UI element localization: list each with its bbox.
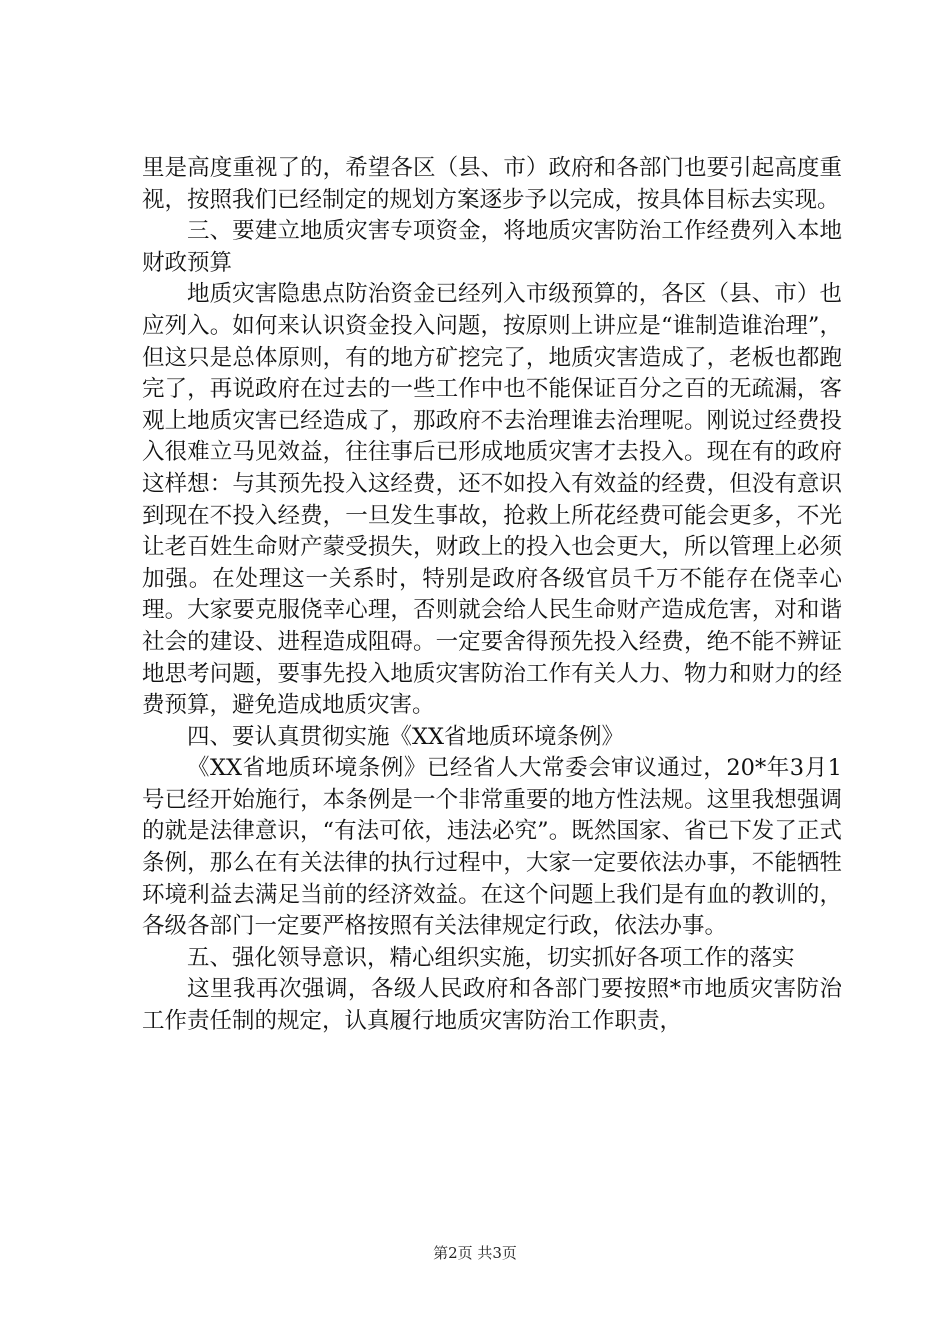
paragraph-regulation: 《XX省地质环境条例》已经省人大常委会审议通过，20*年3月1号已经开始施行，本条例是一个非常重要的地方性法规。这里我想强调的就是法律意识，“有法可依，违法必究”。既然国家、省已下发了正式条例，那么在有关法律的执行过程中，大家一定要依法办事，不能牺牲环境利益去满足当前的经济效益。在这个问题上我们是有血的教训的，各级各部门一定要严格按照有关法律规定行政，依法办事。 <box>142 755 842 940</box>
document-body <box>142 153 842 1038</box>
paragraph-funding: 地质灾害隐患点防治资金已经列入市级预算的，各区（县、市）也应列入。如何来认识资金投入问题，按原则上讲应是“谁制造谁治理”，但这只是总体原则，有的地方矿挖完了，地质灾害造成了，老板也都跑完了，再说政府在过去的一些工作中也不能保证百分之百的无疏漏，客观上地质灾害已经造成了，那政府不去治理谁去治理呢。刚说过经费投入很难立马见效益，往往事后已形成地质灾害才去投入。现在有的政府这样想：与其预先投入这经费，还不如投入有效益的经费，但没有意识到现在不投入经费，一旦发生事故，抢救上所花经费可能会更多，不光让老百姓生命财产蒙受损失，财政上的投入也会更大，所以管理上必须加强。在处理这一关系时，特别是政府各级官员千万不能存在侥幸心理。大家要克服侥幸心理，否则就会给人民生命财产造成危害，对和谐社会的建设、进程造成阻碍。一定要舍得预先投入经费，绝不能不辨证地思考问题，要事先投入地质灾害防治工作有关人力、物力和财力的经费预算，避免造成地质灾害。 <box>142 281 842 719</box>
section-heading-five: 五、强化领导意识，精心组织实施，切实抓好各项工作的落实 <box>187 944 795 971</box>
page-number-footer: 第2页 共3页 <box>433 1244 517 1262</box>
paragraph-continuation: 里是高度重视了的，希望各区（县、市）政府和各部门也要引起高度重视，按照我们已经制定的规划方案逐步予以完成，按具体目标去实现。 <box>142 155 842 213</box>
section-heading-three: 三、要建立地质灾害专项资金，将地质灾害防治工作经费列入本地财政预算 <box>142 218 842 276</box>
paragraph-leadership: 这里我再次强调，各级人民政府和各部门要按照*市地质灾害防治工作责任制的规定，认真履行地质灾害防治工作职责， <box>142 976 842 1035</box>
section-heading-four: 四、要认真贯彻实施《XX省地质环境条例》 <box>187 723 625 750</box>
